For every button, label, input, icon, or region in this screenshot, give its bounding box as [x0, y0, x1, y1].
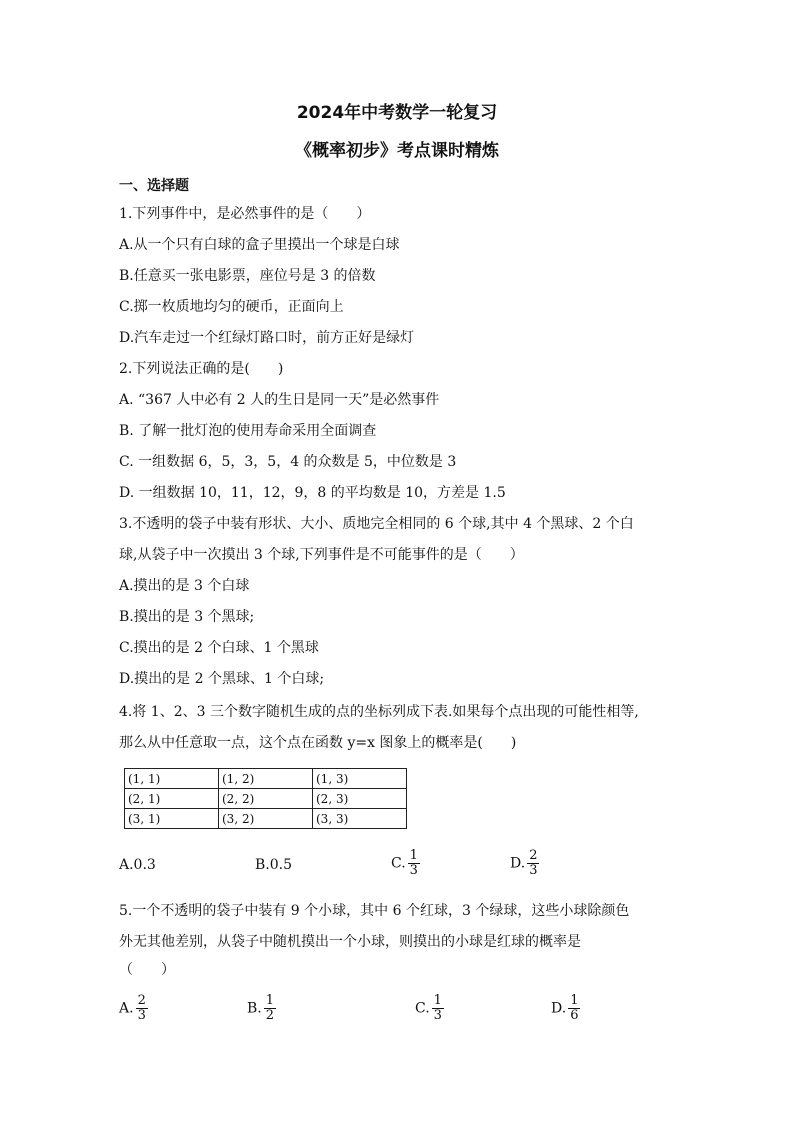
- q2-option-c: C. 一组数据 6，5，3，5，4 的众数是 5，中位数是 3: [119, 454, 457, 470]
- denominator: 3: [529, 863, 538, 878]
- numerator: 2: [529, 848, 538, 863]
- option-prefix: C.: [391, 855, 406, 872]
- q1-option-b: B.任意买一张电影票，座位号是 3 的倍数: [119, 268, 376, 284]
- title-line-1: 2024年中考数学一轮复习: [296, 103, 498, 123]
- title-line-2: 《概率初步》考点课时精炼: [295, 141, 499, 161]
- q2-option-d: D. 一组数据 10，11，12，9，8 的平均数是 10，方差是 1.5: [119, 485, 506, 501]
- option-prefix: C.: [415, 1000, 430, 1017]
- table-cell: (2, 2): [219, 789, 313, 809]
- table-cell: (1, 1): [125, 769, 219, 789]
- q4-option-d: [510, 849, 539, 878]
- q4-stem-line-1: 4.将 1、2、3 三个数字随机生成的点的坐标列成下表.如果每个点出现的可能性相等,: [119, 704, 639, 720]
- q4-stem-line-2: 那么从中任意取一点，这个点在函数 y=x 图象上的概率是( ): [119, 735, 517, 751]
- table-cell: (2, 3): [313, 789, 407, 809]
- q5-stem-line-3: （ ）: [119, 962, 175, 978]
- q3-option-c: C.摸出的是 2 个白球、1 个黑球: [119, 640, 319, 656]
- fraction: [408, 849, 420, 878]
- numerator: 1: [265, 993, 275, 1008]
- section-heading: 一、选择题: [119, 178, 189, 194]
- q3-option-d: D.摸出的是 2 个黑球、1 个白球;: [119, 671, 325, 687]
- option-prefix: B.: [247, 1000, 262, 1017]
- q1-option-c: C.掷一枚质地均匀的硬币，正面向上: [119, 299, 344, 315]
- table-row: [125, 809, 407, 829]
- q5-option-b: [247, 994, 276, 1023]
- q3-stem-line-2: 球,从袋子中一次摸出 3 个球,下列事件是不可能事件的是（ ）: [119, 547, 524, 563]
- q5-stem-line-1: 5.一个不透明的袋子中装有 9 个小球，其中 6 个红球，3 个绿球，这些小球除颜色: [119, 903, 630, 919]
- q3-option-b: B.摸出的是 3 个黑球;: [119, 609, 255, 625]
- q4-option-a: A.0.3: [119, 857, 156, 873]
- numerator: 1: [570, 993, 579, 1008]
- table-cell: (3, 2): [219, 809, 313, 829]
- q3-option-a: A.摸出的是 3 个白球: [119, 578, 250, 594]
- coordinate-table: [124, 768, 407, 829]
- q3-stem-line-1: 3.不透明的袋子中装有形状、大小、质地完全相同的 6 个球,其中 4 个黑球、2 个白: [119, 516, 634, 532]
- table-row: [125, 769, 407, 789]
- q2-stem: 2.下列说法正确的是( ): [119, 361, 284, 377]
- table-cell: (1, 2): [219, 769, 313, 789]
- option-prefix: D.: [551, 1000, 567, 1017]
- numerator: 1: [433, 993, 442, 1008]
- fraction: [264, 994, 276, 1023]
- denominator: 6: [570, 1008, 579, 1023]
- q4-option-c: [391, 849, 420, 878]
- q2-option-b: B. 了解一批灯泡的使用寿命采用全面调查: [119, 423, 377, 439]
- table-cell: (1, 3): [313, 769, 407, 789]
- q1-option-a: A.从一个只有白球的盒子里摸出一个球是白球: [119, 237, 400, 253]
- table-row: [125, 789, 407, 809]
- q4-option-b: B.0.5: [255, 857, 293, 873]
- denominator: 3: [433, 1008, 442, 1023]
- fraction: [432, 994, 444, 1023]
- fraction: [527, 849, 539, 878]
- fraction: [136, 994, 148, 1023]
- denominator: 2: [265, 1008, 275, 1023]
- q2-option-a: A. “367 人中必有 2 人的生日是同一天”是必然事件: [119, 392, 440, 408]
- q5-stem-line-2: 外无其他差别，从袋子中随机摸出一个小球，则摸出的小球是红球的概率是: [119, 934, 581, 950]
- denominator: 3: [409, 863, 418, 878]
- q1-stem: 1.下列事件中，是必然事件的是（ ）: [119, 206, 371, 222]
- option-prefix: A.: [119, 1000, 134, 1017]
- fraction: [568, 994, 580, 1023]
- table-cell: (3, 3): [313, 809, 407, 829]
- denominator: 3: [137, 1008, 146, 1023]
- q5-option-d: [551, 994, 580, 1023]
- q1-option-d: D.汽车走过一个红绿灯路口时，前方正好是绿灯: [119, 330, 415, 346]
- table-cell: (2, 1): [125, 789, 219, 809]
- q5-option-a: [119, 994, 148, 1023]
- option-prefix: D.: [510, 855, 526, 872]
- numerator: 1: [409, 848, 418, 863]
- table-cell: (3, 1): [125, 809, 219, 829]
- q5-option-c: [415, 994, 444, 1023]
- numerator: 2: [137, 993, 146, 1008]
